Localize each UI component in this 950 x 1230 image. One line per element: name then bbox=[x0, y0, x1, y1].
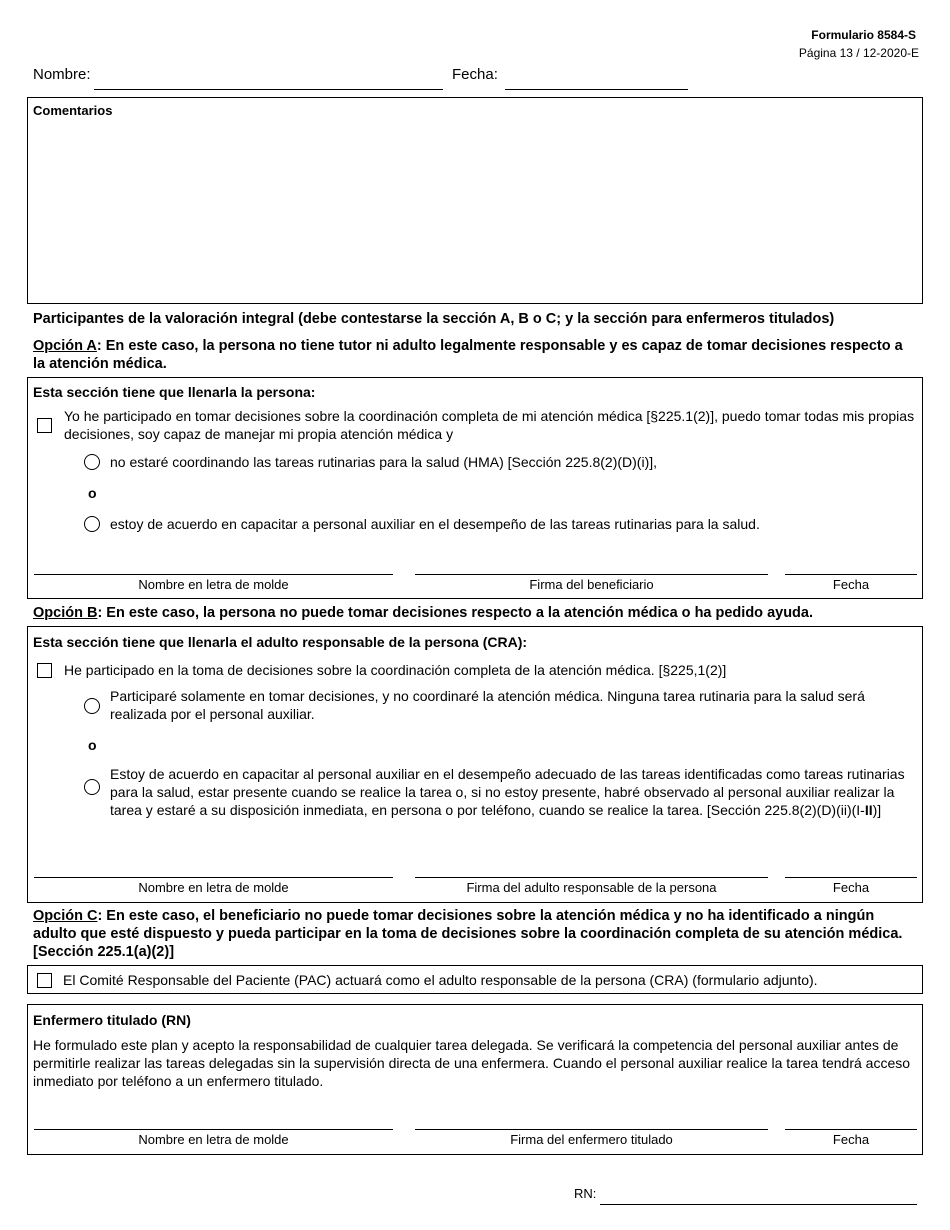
option-a-radio-1[interactable] bbox=[84, 454, 100, 470]
option-b-label: Opción B bbox=[33, 605, 98, 621]
footer-rn-field[interactable] bbox=[600, 1204, 917, 1205]
option-a-statement: Yo he participado en tomar decisiones sobre la coordinación completa de mi atención médica [§225.1(2)], puedo tomar todas mis propias decisiones, soy capaz de manejar mi propia atención médica y bbox=[64, 408, 915, 442]
option-b-sig-signature-label: Firma del adulto responsable de la persona bbox=[466, 880, 717, 895]
option-a-checkbox[interactable] bbox=[37, 418, 52, 433]
option-b-sig-name-label: Nombre en letra de molde bbox=[138, 880, 289, 895]
option-a-radio-2-label: estoy de acuerdo en capacitar a personal auxiliar en el desempeño de las tareas rutinarias para la salud. bbox=[110, 516, 760, 532]
option-a-header bbox=[33, 337, 903, 373]
option-b-or: o bbox=[88, 737, 97, 753]
option-a-radio-1-label: no estaré coordinando las tareas rutinarias para la salud (HMA) [Sección 225.8(2)(D)(i)], bbox=[110, 454, 658, 470]
rn-section bbox=[27, 1004, 923, 1155]
rn-signature-line[interactable] bbox=[415, 1129, 768, 1130]
name-field[interactable] bbox=[94, 89, 443, 90]
option-a-sig-date-label: Fecha bbox=[832, 577, 870, 592]
rn-date-line[interactable] bbox=[785, 1129, 917, 1130]
option-b-section bbox=[27, 626, 923, 903]
option-b-sig-date-label: Fecha bbox=[832, 880, 870, 895]
option-b-name-line[interactable] bbox=[34, 877, 393, 878]
option-c-description: : En este caso, el beneficiario no puede tomar decisiones sobre la atención médica y no ha identificado a ningún adulto que esté dispuesto y pueda participar en la toma de decisiones sobre la coordinación completa de su atención médica. [Sección 225.1(a)(2)] bbox=[33, 908, 903, 960]
footer-rn-label: RN: bbox=[574, 1186, 597, 1201]
rn-heading: Enfermero titulado (RN) bbox=[33, 1012, 191, 1028]
option-a-description: : En este caso, la persona no tiene tutor ni adulto legalmente responsable y es capaz de tomar decisiones respecto a la atención médica. bbox=[33, 338, 903, 372]
option-b-signature-line[interactable] bbox=[415, 877, 768, 878]
comments-label: Comentarios bbox=[33, 103, 113, 118]
option-c-checkbox[interactable] bbox=[37, 973, 52, 988]
option-c-header bbox=[33, 907, 903, 961]
option-a-section bbox=[27, 377, 923, 599]
option-b-section-heading: Esta sección tiene que llenarla el adulto responsable de la persona (CRA): bbox=[33, 634, 528, 650]
option-b-statement: He participado en la toma de decisiones sobre la coordinación completa de la atención médica. [§225,1(2)] bbox=[64, 662, 727, 678]
option-b-date-line[interactable] bbox=[785, 877, 917, 878]
option-b-radio-2-end: )] bbox=[872, 802, 882, 818]
option-b-checkbox[interactable] bbox=[37, 663, 52, 678]
option-b-radio-2[interactable] bbox=[84, 779, 100, 795]
name-label: Nombre: bbox=[33, 66, 91, 83]
option-b-radio-1-label: Participaré solamente en tomar decisiones, y no coordinaré la atención médica. Ninguna tarea rutinaria para la salud será realizada por el personal auxiliar. bbox=[110, 688, 865, 722]
participants-title: Participantes de la valoración integral (debe contestarse la sección A, B o C; y la sección para enfermeros titulados) bbox=[33, 311, 835, 327]
option-a-or: o bbox=[88, 485, 97, 501]
option-b-radio-2-text: Estoy de acuerdo en capacitar al personal auxiliar en el desempeño adecuado de las tareas identificadas como tareas rutinarias para la salud, estar presente cuando se realice la tarea o, si no estoy presente, habré observado al personal auxiliar realizar la tarea y estaré a su disposición inmediata, en persona o por teléfono, cuando se realice la tarea. [Sección 225.8(2)(D)(ii)(I- bbox=[110, 766, 905, 818]
option-b-radio-1[interactable] bbox=[84, 698, 100, 714]
option-a-section-heading: Esta sección tiene que llenarla la persona: bbox=[33, 384, 316, 400]
rn-sig-signature-label: Firma del enfermero titulado bbox=[510, 1132, 673, 1147]
page-info: Página 13 / 12-2020-E bbox=[798, 46, 919, 60]
option-a-name-line[interactable] bbox=[34, 574, 393, 575]
option-b-radio-2-label bbox=[110, 765, 918, 819]
option-a-sig-signature-label: Firma del beneficiario bbox=[529, 577, 654, 592]
option-a-radio-2[interactable] bbox=[84, 516, 100, 532]
date-field[interactable] bbox=[505, 89, 688, 90]
rn-statement: He formulado este plan y acepto la responsabilidad de cualquier tarea delegada. Se verificará la competencia del personal auxiliar antes de permitirle realizar las tareas delegadas sin la supervisión directa de una enfermera. Cuando el personal auxiliar realice la tarea tendrá acceso inmediato por teléfono a un enfermero titulado. bbox=[33, 1037, 911, 1089]
form-number: Formulario 8584-S bbox=[811, 28, 916, 42]
option-c-section bbox=[27, 965, 923, 994]
rn-sig-date-label: Fecha bbox=[832, 1132, 870, 1147]
rn-name-line[interactable] bbox=[34, 1129, 393, 1130]
option-c-label: Opción C bbox=[33, 908, 98, 924]
comments-box[interactable] bbox=[27, 97, 923, 304]
option-a-label: Opción A bbox=[33, 338, 97, 354]
option-b-header bbox=[33, 604, 913, 622]
option-c-statement: El Comité Responsable del Paciente (PAC) actuará como el adulto responsable de la persona (CRA) (formulario adjunto). bbox=[63, 972, 818, 988]
option-b-description: : En este caso, la persona no puede tomar decisiones respecto a la atención médica o ha pedido ayuda. bbox=[97, 605, 814, 621]
option-b-radio-2-bold: II bbox=[864, 802, 873, 818]
option-a-date-line[interactable] bbox=[785, 574, 917, 575]
date-label: Fecha: bbox=[452, 66, 498, 83]
option-a-signature-line[interactable] bbox=[415, 574, 768, 575]
rn-sig-name-label: Nombre en letra de molde bbox=[138, 1132, 289, 1147]
option-a-sig-name-label: Nombre en letra de molde bbox=[138, 577, 289, 592]
